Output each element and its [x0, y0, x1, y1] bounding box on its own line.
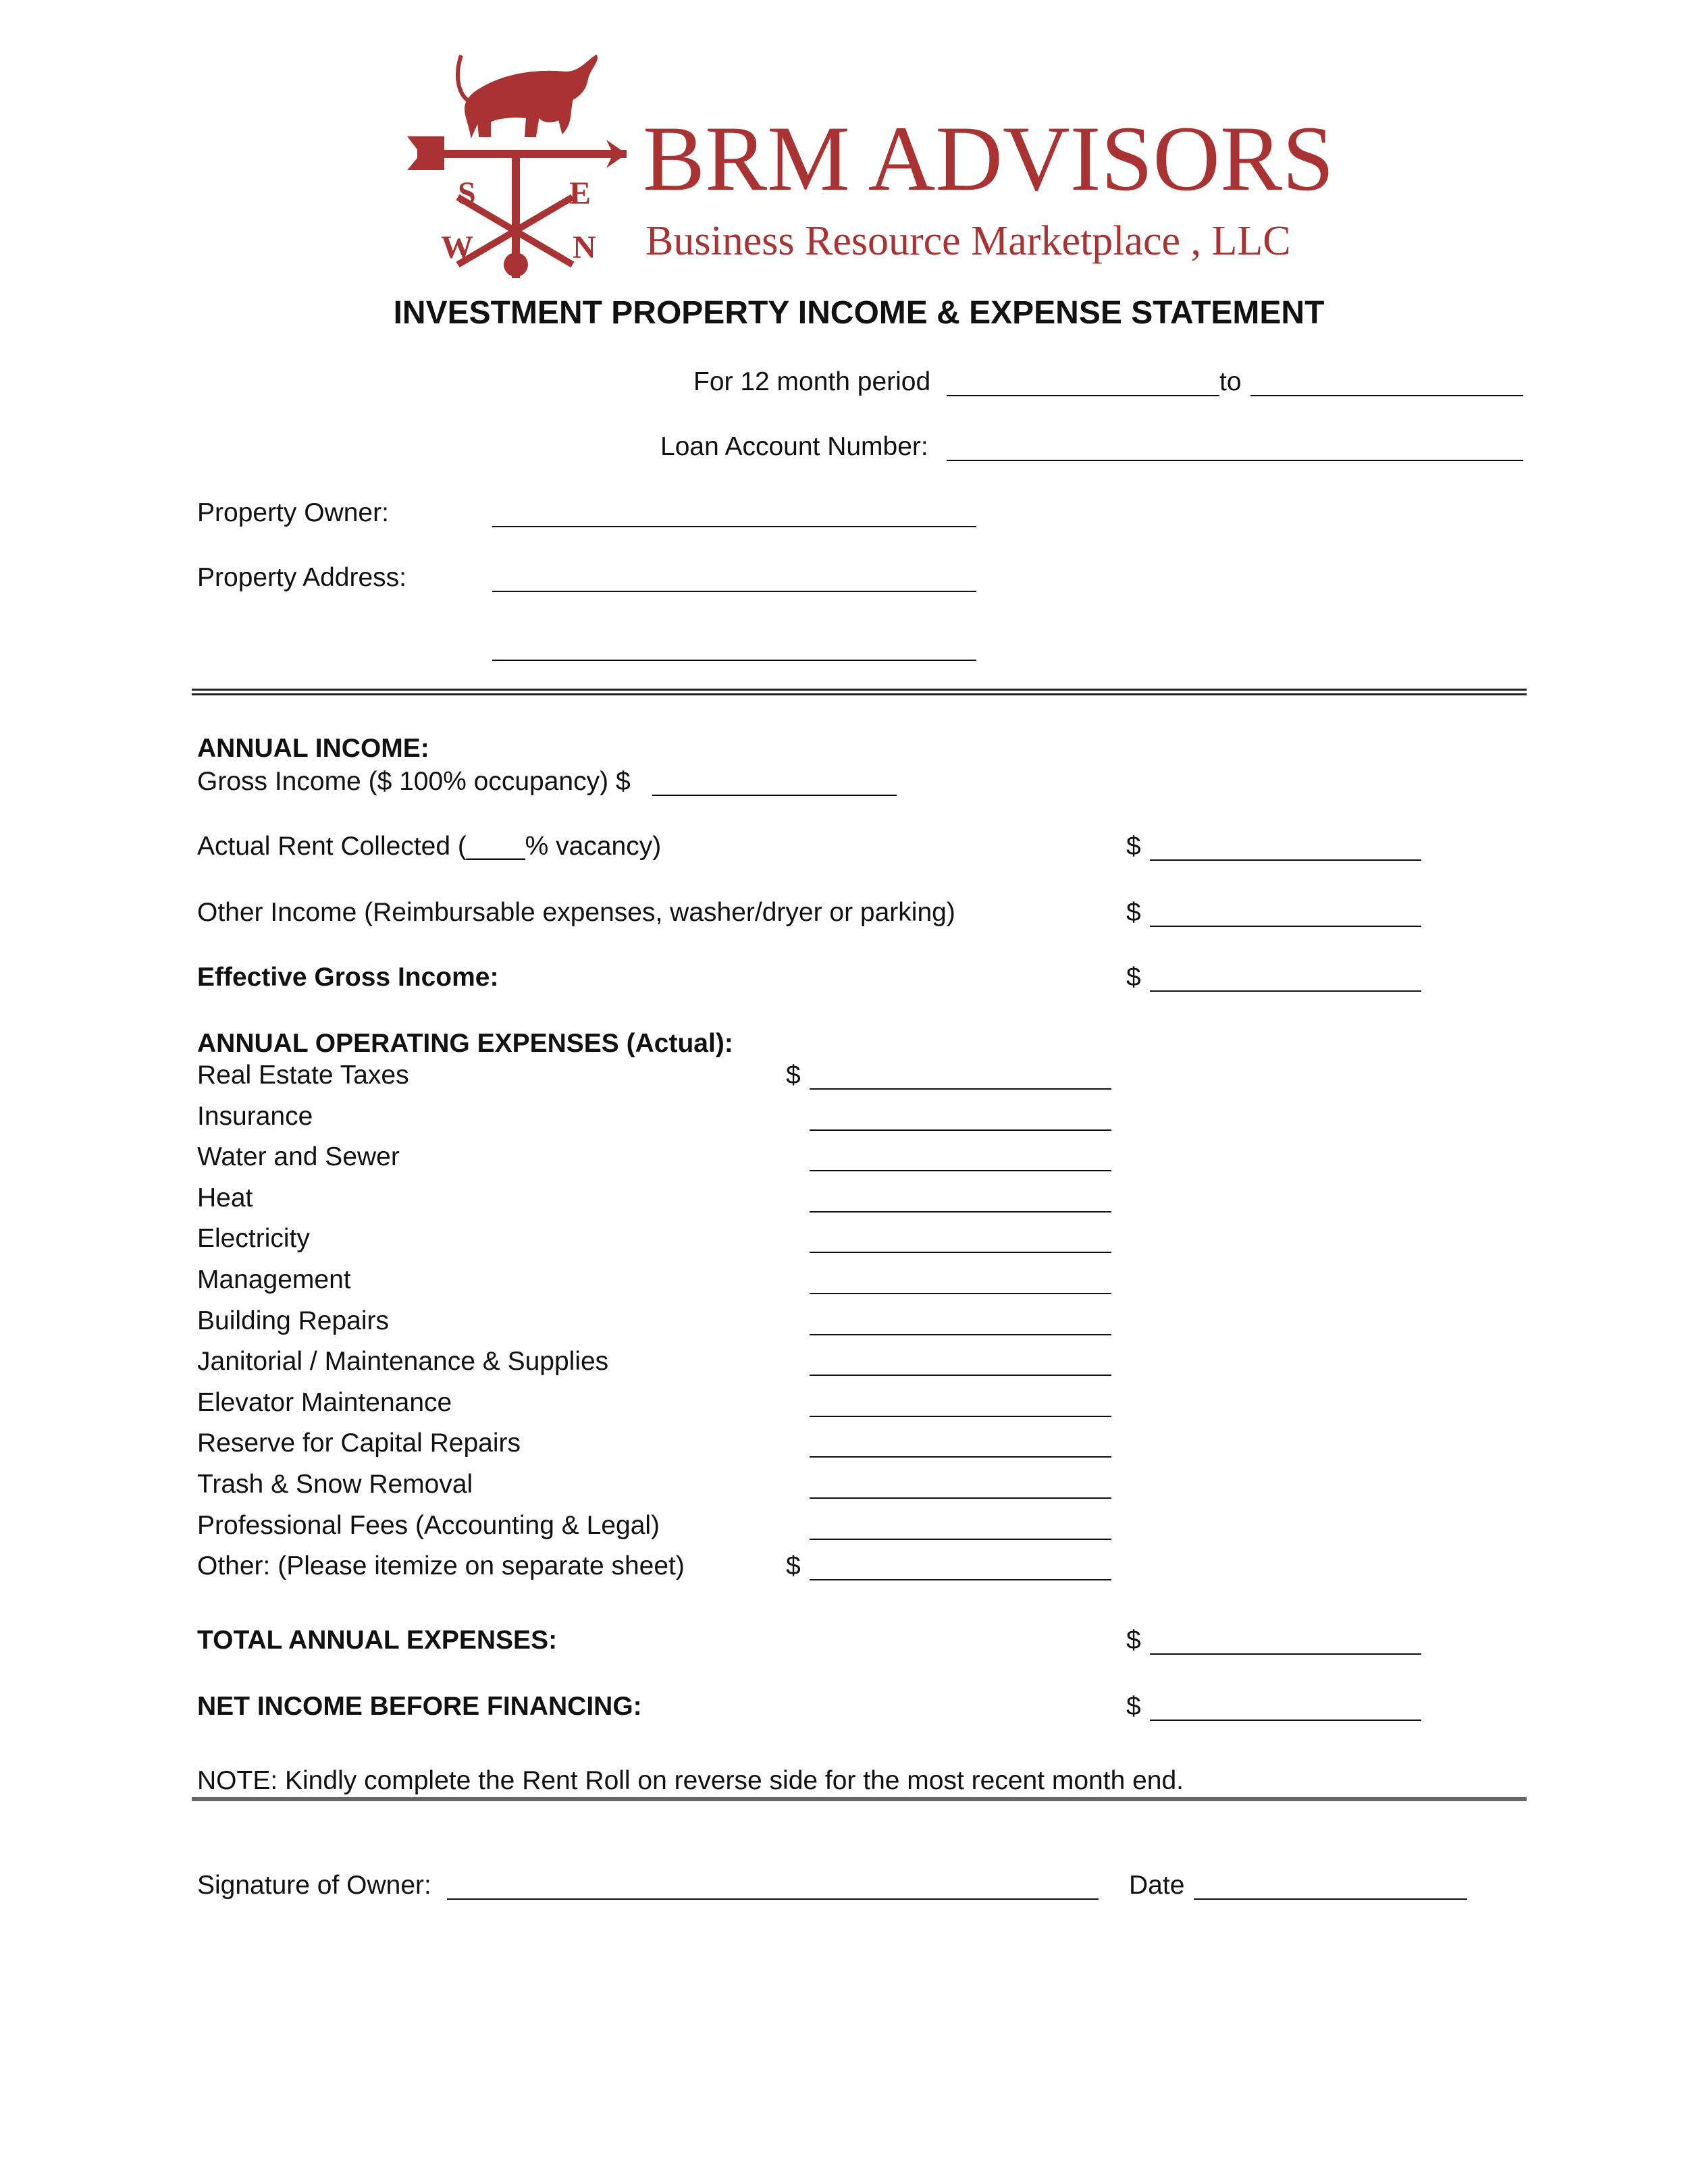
loan-account-label: Loan Account Number: — [660, 432, 928, 461]
expense-amount-field[interactable] — [810, 1184, 1111, 1213]
expense-amount-field[interactable] — [810, 1061, 1111, 1090]
divider-double-bottom — [192, 693, 1527, 695]
expense-amount-field[interactable] — [810, 1512, 1111, 1540]
expense-amount-field[interactable] — [810, 1389, 1111, 1417]
brand-name: BRM ADVISORS — [643, 107, 1334, 210]
operating-expenses-heading: ANNUAL OPERATING EXPENSES (Actual): — [197, 1029, 733, 1058]
total-expenses-field[interactable] — [1150, 1626, 1421, 1655]
expense-label: Electricity — [197, 1224, 310, 1254]
weathervane-bull-logo — [404, 42, 633, 278]
expense-label: Professional Fees (Accounting & Legal) — [197, 1510, 660, 1540]
expense-label: Insurance — [197, 1101, 313, 1131]
expense-label: Reserve for Capital Repairs — [197, 1429, 521, 1458]
other-income-currency: $ — [1126, 898, 1141, 927]
expense-amount-field[interactable] — [810, 1143, 1111, 1171]
property-address-field-1[interactable] — [492, 564, 976, 592]
net-income-label: NET INCOME BEFORE FINANCING: — [197, 1692, 642, 1721]
net-income-field[interactable] — [1150, 1693, 1421, 1721]
expense-label: Other: (Please itemize on separate sheet) — [197, 1551, 685, 1581]
property-owner-field[interactable] — [492, 499, 976, 527]
effective-gross-income-field[interactable] — [1150, 963, 1421, 992]
expense-label: Real Estate Taxes — [197, 1061, 409, 1090]
actual-rent-field[interactable] — [1150, 832, 1421, 861]
date-label: Date — [1129, 1871, 1185, 1900]
expense-label: Management — [197, 1265, 351, 1294]
actual-rent-currency: $ — [1126, 832, 1141, 861]
total-expenses-currency: $ — [1126, 1626, 1141, 1655]
owner-signature-label: Signature of Owner: — [197, 1871, 431, 1900]
period-end-field[interactable] — [1250, 368, 1523, 396]
svg-text:E: E — [569, 176, 591, 211]
owner-signature-field[interactable] — [447, 1871, 1099, 1900]
other-income-field[interactable] — [1150, 899, 1421, 927]
expense-amount-field[interactable] — [810, 1348, 1111, 1376]
annual-income-heading: ANNUAL INCOME: — [197, 734, 429, 763]
total-expenses-label: TOTAL ANNUAL EXPENSES: — [197, 1626, 558, 1655]
gross-income-field[interactable] — [652, 768, 897, 796]
expense-currency: $ — [786, 1061, 801, 1090]
expense-amount-field[interactable] — [810, 1429, 1111, 1458]
other-income-label: Other Income (Reimbursable expenses, washer/dryer or parking) — [197, 898, 955, 927]
expense-amount-field[interactable] — [810, 1102, 1111, 1131]
page-title: INVESTMENT PROPERTY INCOME & EXPENSE STATEMENT — [393, 295, 1325, 331]
svg-text:W: W — [441, 230, 473, 265]
expense-label: Heat — [197, 1183, 253, 1213]
expense-currency: $ — [786, 1551, 801, 1581]
expense-label: Water and Sewer — [197, 1142, 400, 1172]
expense-amount-field[interactable] — [810, 1225, 1111, 1253]
expense-label: Elevator Maintenance — [197, 1387, 452, 1417]
effective-gross-income-label: Effective Gross Income: — [197, 963, 499, 992]
note-divider — [192, 1797, 1527, 1801]
svg-text:N: N — [573, 230, 596, 265]
period-to-label: to — [1219, 367, 1242, 396]
expense-amount-field[interactable] — [810, 1307, 1111, 1335]
expense-label: Janitorial / Maintenance & Supplies — [197, 1347, 609, 1377]
loan-account-field[interactable] — [947, 433, 1523, 461]
property-owner-label: Property Owner: — [197, 498, 389, 527]
period-label: For 12 month period — [693, 367, 931, 396]
expense-amount-field[interactable] — [810, 1552, 1111, 1580]
effective-gross-income-currency: $ — [1126, 963, 1141, 992]
gross-income-label: Gross Income ($ 100% occupancy) $ — [197, 767, 631, 796]
date-field[interactable] — [1194, 1871, 1467, 1900]
expense-amount-field[interactable] — [810, 1470, 1111, 1499]
expense-label: Trash & Snow Removal — [197, 1470, 473, 1499]
net-income-currency: $ — [1126, 1692, 1141, 1721]
property-address-label: Property Address: — [197, 563, 406, 592]
rent-roll-note: NOTE: Kindly complete the Rent Roll on reverse side for the most recent month end. — [197, 1766, 1184, 1795]
divider-double-top — [192, 689, 1527, 691]
actual-rent-label: Actual Rent Collected (____% vacancy) — [197, 832, 662, 861]
period-start-field[interactable] — [947, 368, 1219, 396]
expense-label: Building Repairs — [197, 1306, 389, 1335]
svg-text:S: S — [458, 176, 476, 211]
property-address-field-2[interactable] — [492, 633, 976, 661]
expense-amount-field[interactable] — [810, 1266, 1111, 1294]
brand-subtitle: Business Resource Marketplace , LLC — [645, 218, 1291, 264]
